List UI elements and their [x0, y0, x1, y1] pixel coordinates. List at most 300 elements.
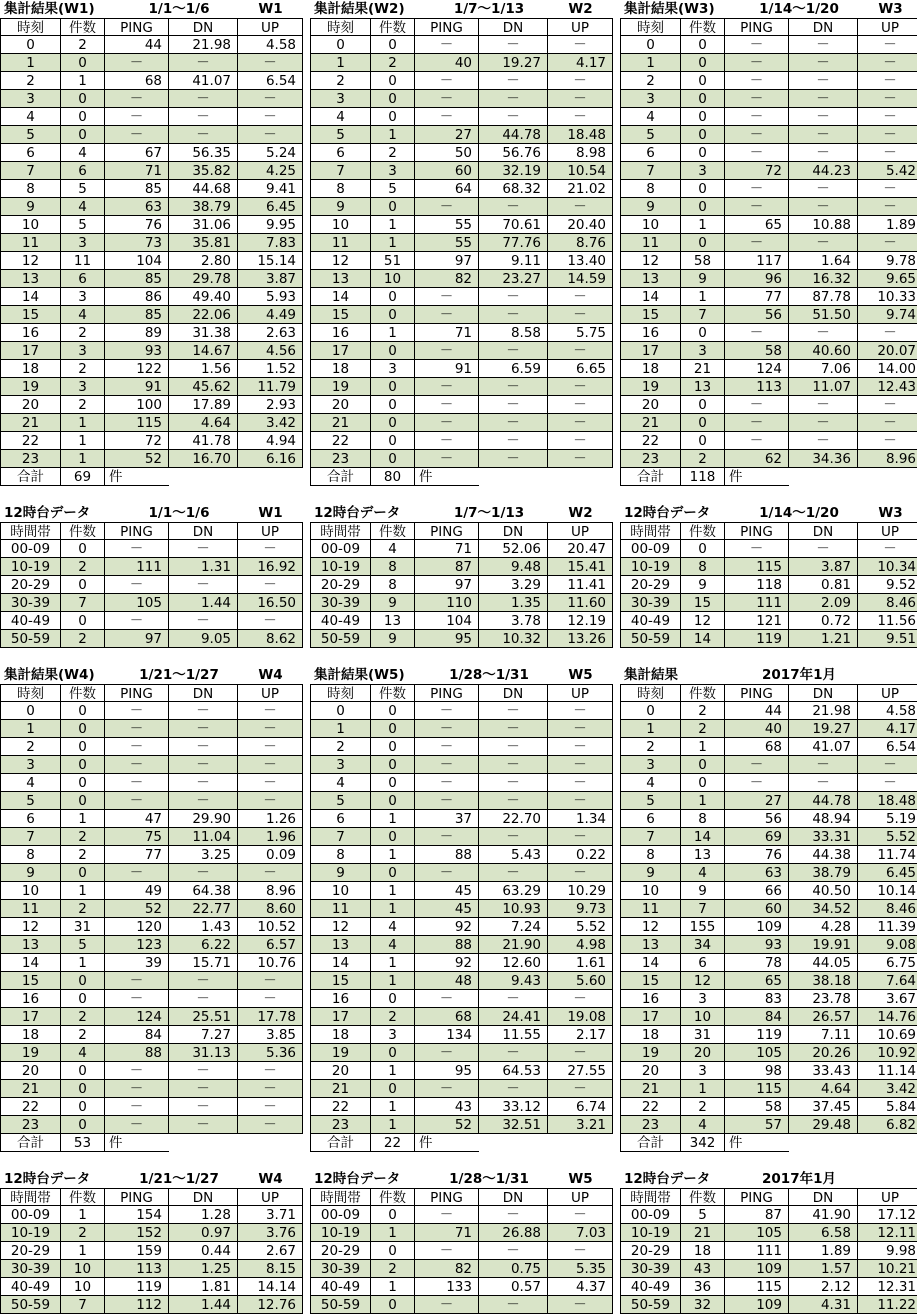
table-cell: 14	[620, 954, 681, 972]
table-row	[620, 1278, 917, 1296]
table-row	[620, 936, 917, 954]
table-cell: 1	[371, 846, 415, 864]
table-cell: 93	[725, 936, 789, 954]
table-row	[0, 234, 303, 252]
table-cell: 0	[371, 108, 415, 126]
table-row	[0, 972, 303, 990]
table-cell: －	[238, 792, 303, 810]
column-header: DN	[169, 1188, 238, 1206]
table-cell: 95	[415, 630, 479, 648]
table-cell: －	[548, 1242, 613, 1260]
table-cell: 3	[620, 90, 681, 108]
table-cell: 105	[725, 1044, 789, 1062]
table-cell: 13	[620, 936, 681, 954]
table-cell: 4	[61, 1044, 105, 1062]
table-cell: －	[789, 72, 858, 90]
table-cell: －	[858, 108, 917, 126]
table-cell: 66	[725, 882, 789, 900]
table-row	[310, 72, 613, 90]
table-cell: 6.54	[858, 738, 917, 756]
table-cell: 0	[371, 342, 415, 360]
block-title: 集計結果(W1)	[4, 1, 95, 17]
table-cell: －	[479, 36, 548, 54]
table-cell: 9.08	[858, 936, 917, 954]
table-cell: 2	[61, 360, 105, 378]
table-cell: 15	[620, 306, 681, 324]
table-cell: 40.60	[789, 342, 858, 360]
column-header: UP	[858, 522, 917, 540]
table-row	[620, 810, 917, 828]
table-cell: 133	[415, 1278, 479, 1296]
table-cell: 0	[371, 378, 415, 396]
table-cell: 1	[371, 810, 415, 828]
table-cell: －	[238, 612, 303, 630]
table-cell: 13.40	[548, 252, 613, 270]
table-row	[310, 630, 613, 648]
table-cell: 20-29	[310, 1242, 371, 1260]
table-cell: 44.38	[789, 846, 858, 864]
table-cell: －	[169, 720, 238, 738]
table-row	[0, 162, 303, 180]
table-cell: 8	[310, 180, 371, 198]
table-cell: 1.28	[169, 1206, 238, 1224]
table-cell: 5	[61, 936, 105, 954]
table-cell: 17	[0, 342, 61, 360]
table-cell: 6.57	[238, 936, 303, 954]
table-cell: 11.22	[858, 1296, 917, 1314]
column-header: 時間帯	[310, 522, 371, 540]
table-cell: －	[858, 234, 917, 252]
table-cell: 10	[61, 1278, 105, 1296]
table-cell: －	[479, 756, 548, 774]
table-row	[620, 1224, 917, 1242]
total-label: 合計	[310, 1134, 371, 1152]
table-row	[620, 846, 917, 864]
table-cell: 40-49	[0, 612, 61, 630]
table-cell: 7.11	[789, 1026, 858, 1044]
table-row	[310, 234, 613, 252]
table-cell: 115	[725, 558, 789, 576]
table-cell: 38.18	[789, 972, 858, 990]
column-header: 時刻	[310, 18, 371, 36]
table-cell: 9.11	[479, 252, 548, 270]
table-cell: 17.12	[858, 1206, 917, 1224]
table-cell: －	[169, 702, 238, 720]
column-header-row	[310, 522, 613, 540]
block-title: 12時台データ	[624, 1171, 711, 1187]
table-cell: 10.69	[858, 1026, 917, 1044]
table-cell: 0	[61, 126, 105, 144]
table-row	[620, 360, 917, 378]
empty-cell	[479, 468, 548, 486]
table-cell: 38.79	[789, 864, 858, 882]
table-cell: 8.15	[238, 1260, 303, 1278]
table-cell: 19	[0, 378, 61, 396]
table-cell: 12	[681, 612, 725, 630]
table-cell: 20-29	[620, 1242, 681, 1260]
table-cell: －	[169, 612, 238, 630]
table-cell: －	[415, 90, 479, 108]
total-count: 118	[681, 468, 725, 486]
table-cell: －	[169, 540, 238, 558]
table-cell: －	[725, 540, 789, 558]
table-cell: 2	[681, 720, 725, 738]
table-cell: 15	[620, 972, 681, 990]
table-cell: 64	[415, 180, 479, 198]
table-row	[620, 180, 917, 198]
table-cell: －	[548, 396, 613, 414]
table-cell: 1.64	[789, 252, 858, 270]
block-title-row	[620, 666, 917, 684]
table-block-2	[310, 0, 613, 486]
table-cell: －	[479, 450, 548, 468]
table-cell: －	[479, 1206, 548, 1224]
table-cell: 0.57	[479, 1278, 548, 1296]
table-cell: 89	[105, 324, 169, 342]
table-cell: －	[105, 576, 169, 594]
table-cell: －	[789, 180, 858, 198]
table-cell: 56.76	[479, 144, 548, 162]
table-cell: 3	[371, 162, 415, 180]
table-cell: 19.27	[789, 720, 858, 738]
block-week-tag: W5	[568, 1171, 593, 1187]
table-cell: 68.32	[479, 180, 548, 198]
column-header: UP	[548, 1188, 613, 1206]
table-cell: 104	[105, 252, 169, 270]
table-cell: 1	[371, 1224, 415, 1242]
table-cell: 0	[61, 90, 105, 108]
table-cell: 0	[620, 36, 681, 54]
total-unit: 件	[105, 1134, 169, 1152]
table-row	[310, 918, 613, 936]
table-cell: －	[479, 342, 548, 360]
table-row	[0, 954, 303, 972]
total-row	[310, 468, 613, 486]
table-cell: 6.75	[858, 954, 917, 972]
table-cell: －	[479, 990, 548, 1008]
table-cell: 65	[725, 972, 789, 990]
column-header: PING	[415, 522, 479, 540]
table-cell: 71	[415, 1224, 479, 1242]
total-row	[310, 1134, 613, 1152]
table-cell: －	[105, 612, 169, 630]
table-cell: －	[548, 738, 613, 756]
table-cell: －	[105, 1080, 169, 1098]
table-cell: 0.72	[789, 612, 858, 630]
table-cell: 21	[0, 414, 61, 432]
total-count: 342	[681, 1134, 725, 1152]
table-cell: 1	[371, 324, 415, 342]
empty-cell	[238, 468, 303, 486]
table-cell: 23	[0, 450, 61, 468]
total-unit: 件	[725, 468, 789, 486]
table-cell: 4	[620, 108, 681, 126]
table-cell: －	[169, 864, 238, 882]
table-cell: －	[479, 864, 548, 882]
table-cell: －	[169, 1062, 238, 1080]
table-cell: 85	[105, 180, 169, 198]
table-cell: －	[415, 432, 479, 450]
table-cell: 0	[61, 864, 105, 882]
table-cell: 3.78	[479, 612, 548, 630]
table-cell: 9	[310, 864, 371, 882]
table-cell: 5.93	[238, 288, 303, 306]
table-cell: 1	[310, 720, 371, 738]
table-cell: 6.45	[238, 198, 303, 216]
block-date-range: 2017年1月	[762, 1171, 836, 1187]
table-cell: 5	[310, 126, 371, 144]
column-header: 時刻	[620, 684, 681, 702]
table-row	[620, 162, 917, 180]
column-header: UP	[238, 18, 303, 36]
table-cell: 52	[105, 900, 169, 918]
table-cell: 10	[371, 270, 415, 288]
table-row	[620, 324, 917, 342]
total-count: 69	[61, 468, 105, 486]
table-cell: 20	[681, 1044, 725, 1062]
table-cell: 52	[415, 1116, 479, 1134]
table-cell: 0	[371, 1206, 415, 1224]
table-cell: 0	[371, 432, 415, 450]
table-cell: 9.74	[858, 306, 917, 324]
table-cell: 11	[0, 234, 61, 252]
table-row	[0, 1260, 303, 1278]
table-cell: 18	[620, 1026, 681, 1044]
block-week-tag	[858, 666, 917, 684]
table-cell: 2	[61, 1026, 105, 1044]
table-cell: －	[415, 702, 479, 720]
table-cell: －	[169, 1080, 238, 1098]
table-cell: 0	[371, 1044, 415, 1062]
table-cell: 117	[725, 252, 789, 270]
table-row	[0, 306, 303, 324]
table-cell: 00-09	[620, 1206, 681, 1224]
table-cell: －	[479, 198, 548, 216]
column-header: DN	[479, 1188, 548, 1206]
table-cell: －	[548, 288, 613, 306]
empty-cell	[789, 1134, 858, 1152]
table-cell: 4.17	[858, 720, 917, 738]
table-cell: －	[548, 1080, 613, 1098]
table-cell: 41.78	[169, 432, 238, 450]
table-cell: 1	[371, 972, 415, 990]
table-cell: －	[169, 90, 238, 108]
table-cell: －	[548, 36, 613, 54]
table-cell: 1.43	[169, 918, 238, 936]
table-row	[0, 1116, 303, 1134]
table-cell: 10.29	[548, 882, 613, 900]
block-date-range: 2017年1月	[762, 667, 836, 683]
table-cell: 15.41	[548, 558, 613, 576]
table-row	[0, 720, 303, 738]
table-cell: 23	[310, 450, 371, 468]
table-cell: 50-59	[620, 1296, 681, 1314]
column-header: DN	[789, 18, 858, 36]
table-cell: 8	[681, 810, 725, 828]
table-block-10	[0, 1170, 303, 1314]
table-cell: －	[858, 54, 917, 72]
block-title-row	[0, 666, 303, 684]
empty-cell	[858, 1134, 917, 1152]
table-cell: －	[238, 1080, 303, 1098]
table-cell: －	[479, 792, 548, 810]
table-row	[310, 90, 613, 108]
table-cell: 111	[725, 594, 789, 612]
table-cell: 0	[371, 774, 415, 792]
table-row	[310, 936, 613, 954]
table-cell: 11	[310, 900, 371, 918]
table-cell: 6	[681, 954, 725, 972]
table-row	[0, 180, 303, 198]
table-cell: 44.78	[789, 792, 858, 810]
table-cell: 7	[0, 828, 61, 846]
table-cell: 21.98	[169, 36, 238, 54]
table-cell: 9.41	[238, 180, 303, 198]
table-cell: 23	[0, 1116, 61, 1134]
table-cell: －	[548, 378, 613, 396]
table-cell: 12.60	[479, 954, 548, 972]
table-cell: 1	[61, 432, 105, 450]
table-cell: －	[415, 990, 479, 1008]
table-row	[0, 1026, 303, 1044]
table-block-12	[620, 1170, 917, 1314]
table-row	[0, 558, 303, 576]
table-cell: 6.45	[858, 864, 917, 882]
empty-cell	[548, 1134, 613, 1152]
table-cell: 8.96	[858, 450, 917, 468]
table-row	[0, 936, 303, 954]
table-cell: 0	[681, 36, 725, 54]
block-date-range: 1/14～1/20	[759, 505, 839, 521]
table-cell: －	[169, 990, 238, 1008]
table-cell: 68	[415, 1008, 479, 1026]
table-row	[310, 1278, 613, 1296]
table-cell: 70.61	[479, 216, 548, 234]
table-row	[310, 756, 613, 774]
table-row	[310, 954, 613, 972]
table-cell: 0	[681, 108, 725, 126]
table-row	[310, 396, 613, 414]
table-row	[620, 72, 917, 90]
table-cell: 18.48	[858, 792, 917, 810]
table-cell: 0	[371, 720, 415, 738]
table-cell: 41.07	[169, 72, 238, 90]
table-cell: 2.12	[789, 1278, 858, 1296]
table-cell: 1.89	[858, 216, 917, 234]
table-row	[620, 414, 917, 432]
table-cell: 21.98	[789, 702, 858, 720]
table-row	[0, 1044, 303, 1062]
total-row	[620, 468, 917, 486]
table-cell: 17	[0, 1008, 61, 1026]
table-cell: －	[105, 702, 169, 720]
table-cell: －	[105, 720, 169, 738]
table-cell: 40-49	[310, 612, 371, 630]
table-cell: 11.79	[238, 378, 303, 396]
table-cell: 1.26	[238, 810, 303, 828]
column-header: 件数	[371, 522, 415, 540]
empty-cell	[169, 1134, 238, 1152]
block-date-range: 1/21～1/27	[139, 667, 219, 683]
table-cell: 1	[371, 1062, 415, 1080]
table-row	[0, 1278, 303, 1296]
table-cell: －	[858, 90, 917, 108]
column-header: 件数	[681, 1188, 725, 1206]
table-cell: 7	[681, 306, 725, 324]
table-cell: 2.93	[238, 396, 303, 414]
table-cell: 0	[61, 108, 105, 126]
column-header: UP	[858, 1188, 917, 1206]
table-cell: 0	[620, 702, 681, 720]
table-cell: 16	[0, 324, 61, 342]
table-cell: 0	[371, 756, 415, 774]
table-cell: 20	[620, 1062, 681, 1080]
table-cell: 7	[310, 828, 371, 846]
table-cell: 48	[415, 972, 479, 990]
table-cell: －	[548, 198, 613, 216]
table-cell: 34.52	[789, 900, 858, 918]
table-row	[310, 216, 613, 234]
table-cell: 0	[371, 198, 415, 216]
table-cell: 1.52	[238, 360, 303, 378]
column-header: PING	[415, 684, 479, 702]
table-cell: 6	[61, 162, 105, 180]
table-cell: 14.00	[858, 360, 917, 378]
table-cell: 3	[371, 360, 415, 378]
table-cell: 111	[105, 558, 169, 576]
table-cell: －	[479, 1242, 548, 1260]
table-cell: 44	[725, 702, 789, 720]
table-cell: 3	[681, 990, 725, 1008]
column-header: UP	[238, 522, 303, 540]
table-cell: 5.52	[548, 918, 613, 936]
table-cell: 17	[620, 1008, 681, 1026]
table-cell: 48.94	[789, 810, 858, 828]
table-cell: 2	[371, 144, 415, 162]
table-cell: －	[415, 756, 479, 774]
table-cell: －	[789, 396, 858, 414]
table-cell: 21	[620, 414, 681, 432]
block-title: 集計結果(W2)	[314, 1, 405, 17]
table-cell: 69	[725, 828, 789, 846]
table-cell: 16	[620, 324, 681, 342]
table-cell: 91	[415, 360, 479, 378]
table-cell: 2	[61, 846, 105, 864]
table-cell: 1	[620, 720, 681, 738]
table-cell: 8	[620, 180, 681, 198]
table-cell: 18	[0, 1026, 61, 1044]
table-cell: 37.45	[789, 1098, 858, 1116]
table-cell: 20	[310, 1062, 371, 1080]
table-cell: 11.14	[858, 1062, 917, 1080]
table-cell: 2	[0, 738, 61, 756]
table-row	[310, 846, 613, 864]
table-cell: 78	[725, 954, 789, 972]
table-cell: －	[858, 324, 917, 342]
table-cell: 00-09	[310, 540, 371, 558]
table-cell: －	[548, 342, 613, 360]
table-cell: 71	[105, 162, 169, 180]
table-cell: 9	[310, 198, 371, 216]
table-row	[0, 1098, 303, 1116]
table-cell: 11	[620, 234, 681, 252]
column-header: DN	[789, 684, 858, 702]
table-row	[620, 1296, 917, 1314]
table-row	[620, 1026, 917, 1044]
table-cell: 9	[620, 864, 681, 882]
table-row	[0, 594, 303, 612]
table-cell: 15	[310, 306, 371, 324]
